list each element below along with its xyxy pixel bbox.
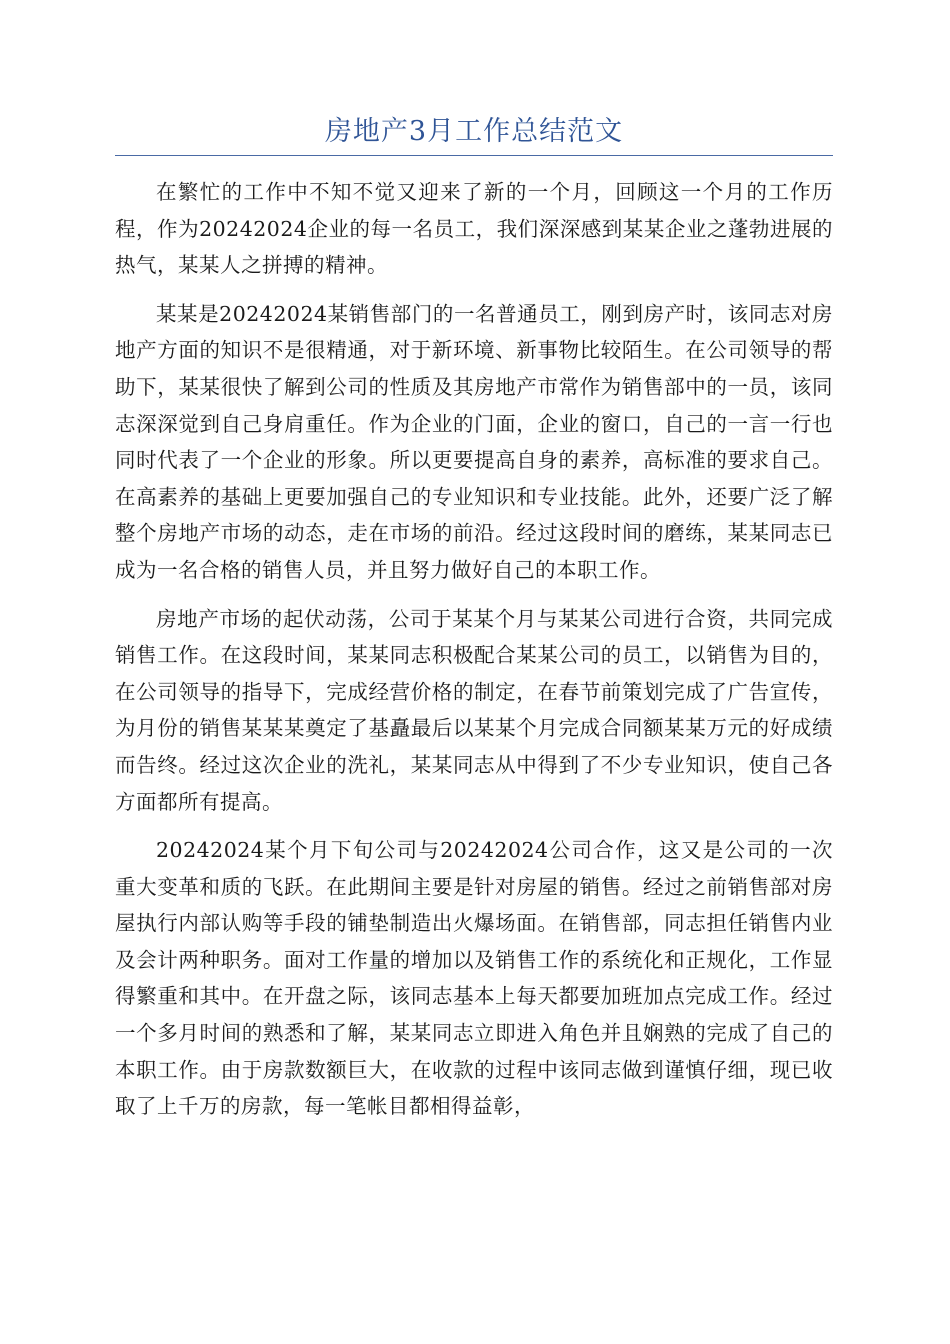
title-block [115,112,833,156]
paragraph-1: 在繁忙的工作中不知不觉又迎来了新的一个月，回顾这一个月的工作历程，作为20242024企业的每一名员工，我们深深感到某某企业之蓬勃进展的热气，某某人之拼搏的精神。 [115,180,833,278]
document-body [115,174,833,1137]
paragraph-3: 房地产市场的起伏动荡，公司于某某个月与某某公司进行合资，共同完成销售工作。在这段时间，某某同志积极配合某某公司的员工，以销售为目的，在公司领导的指导下，完成经营价格的制定，在春节前策划完成了广告宣传，为月份的销售某某某奠定了基矗最后以某某个月完成合同额某某万元的好成绩而告终。经过这次企业的洗礼，某某同志从中得到了不少专业知识，使自己各方面都所有提高。 [115,606,833,814]
paragraph-4: 20242024某个月下旬公司与20242024公司合作，这又是公司的一次重大变革和质的飞跃。在此期间主要是针对房屋的销售。经过之前销售部对房屋执行内部认购等手段的铺垫制造出火爆场面。在销售部，同志担任销售内业及会计两种职务。面对工作量的增加以及销售工作的系统化和正规化，工作显得繁重和其中。在开盘之际，该同志基本上每天都要加班加点完成工作。经过一个多月时间的熟悉和了解，某某同志立即进入角色并且娴熟的完成了自己的本职工作。由于房款数额巨大，在收款的过程中该同志做到谨慎仔细，现已收取了上千万的房款，每一笔帐目都相得益彰， [115,838,833,1119]
paragraph-2: 某某是20242024某销售部门的一名普通员工，刚到房产时，该同志对房地产方面的知识不是很精通，对于新环境、新事物比较陌生。在公司领导的帮助下，某某很快了解到公司的性质及其房地产市常作为销售部中的一员，该同志深深觉到自己身肩重任。作为企业的门面，企业的窗口，自己的一言一行也同时代表了一个企业的形象。所以更要提高自身的素养，高标准的要求自己。在高素养的基础上更要加强自己的专业知识和专业技能。此外，还要广泛了解整个房地产市场的动态，走在市场的前沿。经过这段时间的磨练，某某同志已成为一名合格的销售人员，并且努力做好自己的本职工作。 [115,301,833,582]
document-title: 房地产3月工作总结范文 [324,116,624,147]
